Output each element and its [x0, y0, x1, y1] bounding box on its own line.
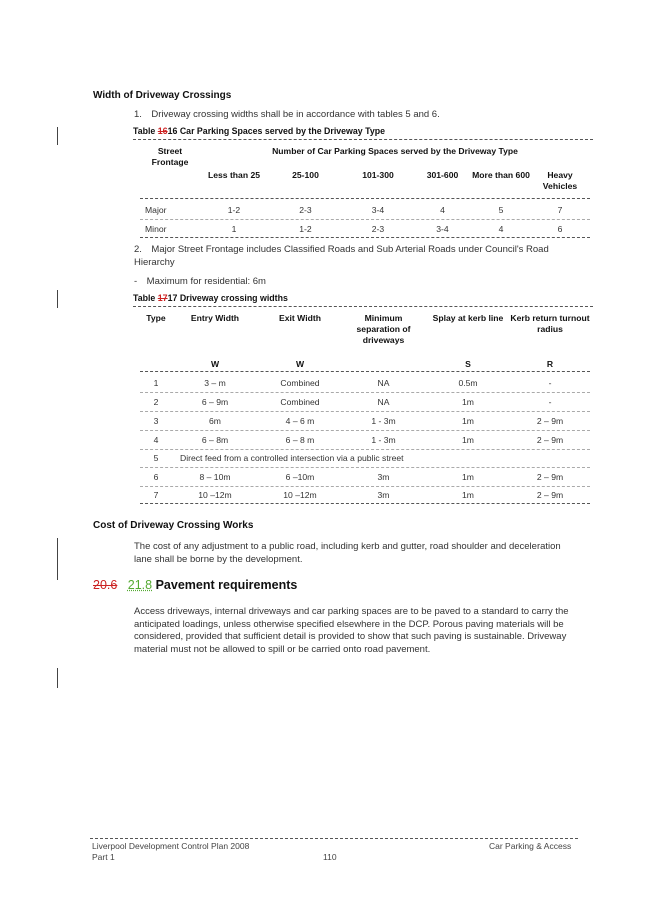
table1-cell: 1-2 — [227, 205, 241, 215]
table2-cell: 8 – 10m — [199, 472, 231, 482]
table2-cell: 3m — [377, 490, 390, 500]
table1-col-header: 101-300 — [362, 170, 394, 180]
table2-row-type: 4 — [153, 435, 159, 445]
table2-cell: 1m — [462, 435, 474, 445]
table1-col-header: 301-600 — [426, 170, 459, 180]
table2-cell: 2 – 9m — [536, 416, 564, 426]
table1-caption: Table 1616 Car Parking Spaces served by the Driveway Type — [133, 126, 386, 136]
table2-caption: Table 1717 Driveway crossing widths — [133, 293, 288, 303]
table2-cell: 10 –12m — [198, 490, 232, 500]
table2-cell: - — [548, 378, 552, 388]
table2-symbol: W — [210, 359, 220, 369]
table1-col-header: 25-100 — [292, 170, 319, 180]
inserted-text: 16 — [167, 126, 178, 136]
deleted-text: 17 — [157, 293, 168, 303]
table1-cell: 4 — [440, 205, 445, 215]
table2-row-type: 6 — [153, 472, 159, 482]
table2-symbol: S — [465, 359, 471, 369]
table1-row-type: Major — [145, 205, 167, 215]
table2-cell: 6 –10m — [285, 472, 315, 482]
table2-cell: 1 - 3m — [371, 435, 396, 445]
footer-doc-title: Liverpool Development Control Plan 2008 — [92, 841, 250, 851]
table2-col-header: Minimum separation of driveways — [356, 313, 411, 345]
change-bar — [57, 290, 58, 308]
table1-header-group: Number of Car Parking Spaces served by the Driveway Type — [272, 146, 518, 156]
table1-col-header: Less than 25 — [207, 170, 261, 180]
deleted-section-number: 20.6 — [93, 578, 118, 592]
table1-cell: 3-4 — [436, 224, 449, 234]
table2-cell: 2 – 9m — [536, 435, 564, 445]
list-item-2: 2. Major Street Frontage includes Classified Roads and Sub Arterial Roads under Council's Road Hierarchy — [134, 244, 549, 268]
table1-cell: 2-3 — [371, 224, 385, 234]
table1-cell: 2-3 — [299, 205, 312, 215]
table2-cell: 6 – 8m — [201, 435, 229, 445]
inserted-section-number: 21.8 — [127, 578, 153, 592]
table1-cell: 7 — [557, 205, 563, 215]
table2-cell: Combined — [280, 397, 320, 407]
section-heading-driveway-widths: Width of Driveway Crossings — [93, 90, 232, 101]
table1-cell: 1 — [231, 224, 237, 234]
table2-symbol: W — [295, 359, 305, 369]
table2-merged-cell: Direct feed from a controlled intersection via a public street — [180, 453, 404, 463]
deleted-text: 16 — [157, 126, 168, 136]
table2-cell: 3 – m — [204, 378, 226, 388]
table2-cell: 2 – 9m — [536, 490, 564, 500]
table1-cell: 4 — [498, 224, 504, 234]
table2-cell: 6m — [209, 416, 221, 426]
change-bar — [57, 538, 58, 580]
table2-cell: NA — [377, 378, 390, 388]
table1-cell: 6 — [557, 224, 563, 234]
table2-cell: 1m — [462, 490, 474, 500]
table2-col-header: Entry Width — [190, 313, 240, 323]
section-heading-pavement — [93, 578, 297, 592]
change-bar — [57, 668, 58, 688]
table1-cell: 5 — [498, 205, 504, 215]
inserted-text: 17 — [167, 293, 178, 303]
table2-cell: 1m — [462, 416, 474, 426]
table1-cell: 1-2 — [299, 224, 312, 234]
table2-cell: NA — [377, 397, 390, 407]
table1-header-street: Street Frontage — [151, 146, 189, 167]
table2-row-type: 1 — [153, 378, 159, 388]
table2-cell: 2 – 9m — [536, 472, 564, 482]
table2-cell: 10 –12m — [283, 490, 317, 500]
footer-section-name: Car Parking & Access — [489, 841, 572, 851]
bullet-max-residential: - Maximum for residential: 6m — [134, 276, 266, 287]
pavement-paragraph: Access driveways, internal driveways and car parking spaces are to be paved to a standard to carry the anticipated loadings, unless otherwise specified elsewhere in the DCP. Porous paving materials will be considered, provided that sufficient detail is provided to show that such paving is sustainable. Driveway material must not be allowed to spill or be carried onto road pavement. — [134, 606, 569, 655]
table2-cell: 1m — [462, 397, 474, 407]
table2-cell: 0.5m — [458, 378, 478, 388]
list-item-1: 1. Driveway crossing widths shall be in accordance with tables 5 and 6. — [134, 109, 440, 120]
table2-row-type: 5 — [153, 453, 159, 463]
table1-col-header: More than 600 — [472, 170, 530, 180]
table2-row-type: 3 — [153, 416, 159, 426]
table2-symbol: R — [546, 359, 554, 369]
change-bar — [57, 127, 58, 145]
table2-col-header: Exit Width — [279, 313, 321, 323]
table2-row-type: 2 — [153, 397, 159, 407]
table1-row-type: Minor — [145, 224, 167, 234]
table2-row-type: 7 — [153, 490, 159, 500]
table2-col-header: Type — [146, 313, 166, 323]
footer-part: Part 1 — [92, 852, 115, 862]
table2-cell: 4 – 6 m — [285, 416, 315, 426]
table2-col-header: Splay at kerb line — [432, 313, 504, 323]
table2-cell: 1 - 3m — [371, 416, 396, 426]
table2-cell: - — [548, 397, 552, 407]
section-title: Pavement requirements — [155, 578, 298, 592]
table2-cell: 6 – 8 m — [285, 435, 315, 445]
table1-cell: 3-4 — [371, 205, 385, 215]
table2-cell: 1m — [462, 472, 474, 482]
table2-cell: Combined — [280, 378, 320, 388]
section-heading-cost: Cost of Driveway Crossing Works — [93, 520, 254, 531]
table2-col-header: Kerb return turnout radius — [510, 313, 590, 334]
table1-col-header: Heavy Vehicles — [542, 170, 578, 191]
cost-paragraph: The cost of any adjustment to a public road, including kerb and gutter, road shoulder and deceleration lane shall be borne by the development. — [134, 541, 561, 565]
table2-cell: 6 – 9m — [201, 397, 229, 407]
table2-cell: 3m — [377, 472, 390, 482]
footer-page-number: 110 — [323, 852, 337, 862]
